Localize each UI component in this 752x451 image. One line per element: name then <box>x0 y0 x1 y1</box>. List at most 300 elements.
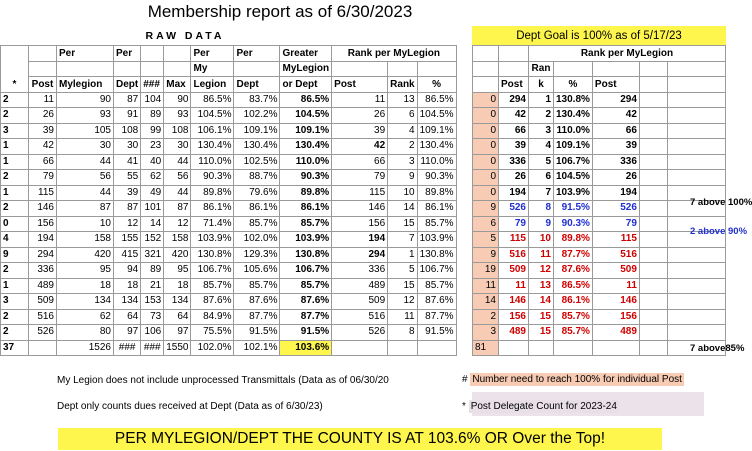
table-cell: 102.2% <box>234 108 280 124</box>
pct-cell: 103.9% <box>554 185 593 201</box>
table-cell: 130.8% <box>417 247 456 263</box>
needed-cell: 0 <box>473 154 499 170</box>
pct-cell: 87.6% <box>554 263 593 279</box>
header-cell: My <box>191 61 234 77</box>
needed-cell: 0 <box>473 170 499 186</box>
table-cell: 420 <box>57 247 114 263</box>
table-cell: 110.0% <box>417 154 456 170</box>
table-cell: 110.0% <box>280 154 332 170</box>
table-cell: 56 <box>57 170 114 186</box>
table-cell: 105.6% <box>234 263 280 279</box>
table-cell: 7 <box>388 232 417 248</box>
blank-cell <box>639 309 667 325</box>
pct-cell: 85.7% <box>554 325 593 341</box>
table-cell: 86.5% <box>417 92 456 108</box>
blank-cell <box>499 340 529 356</box>
post2-header: Post <box>592 77 639 93</box>
table-cell: 152 <box>141 232 164 248</box>
table-row <box>473 309 726 325</box>
table-row <box>473 263 726 279</box>
table-cell: 89.8% <box>417 185 456 201</box>
pct-cell: 130.8% <box>554 92 593 108</box>
table-row <box>1 108 505 124</box>
blank-cell <box>639 340 667 356</box>
table-cell: 87 <box>164 201 191 217</box>
dept-goal-banner: Dept Goal is 100% as of 5/17/23 <box>472 26 726 46</box>
total-cell: 1550 <box>164 340 191 356</box>
rank-cell: 12 <box>529 263 554 279</box>
table-cell: 526 <box>29 325 57 341</box>
table-cell: 130.4% <box>191 139 234 155</box>
table-cell: 26 <box>29 108 57 124</box>
table-cell: 85.7% <box>417 278 456 294</box>
table-cell: 103.9% <box>417 232 456 248</box>
post-cell: 516 <box>499 247 529 263</box>
table-row <box>1 216 505 232</box>
header-row <box>473 77 726 93</box>
header-cell: Post <box>29 77 57 93</box>
table-row <box>473 232 726 248</box>
header-cell <box>29 46 57 62</box>
table-cell: 6 <box>388 108 417 124</box>
header-cell <box>141 46 164 62</box>
table-cell: 336 <box>29 263 57 279</box>
table-cell: 1 <box>1 154 29 170</box>
table-cell: 86.5% <box>280 92 332 108</box>
blank-cell <box>639 170 667 186</box>
table-cell: 86.1% <box>234 201 280 217</box>
table-cell: 71.4% <box>191 216 234 232</box>
table-cell: 2 <box>388 139 417 155</box>
total-cell: 102.0% <box>191 340 234 356</box>
star-mark: * <box>462 401 466 412</box>
pct-cell: 86.5% <box>554 278 593 294</box>
blank-cell <box>667 108 725 124</box>
header-cell: Per <box>234 46 280 62</box>
table-row <box>1 154 505 170</box>
table-cell: 15 <box>388 278 417 294</box>
total-cell <box>388 340 417 356</box>
post2-cell: 156 <box>592 309 639 325</box>
header-cell: Post <box>332 77 388 93</box>
blank-cell <box>639 278 667 294</box>
rank-cell: 15 <box>529 325 554 341</box>
rank-cell: 5 <box>529 154 554 170</box>
table-row <box>1 201 505 217</box>
needed-cell: 0 <box>473 123 499 139</box>
table-cell: 129.3% <box>234 247 280 263</box>
header-cell <box>667 77 725 93</box>
table-cell: 2 <box>1 325 29 341</box>
header-cell: Max <box>164 77 191 93</box>
pct-cell: 109.1% <box>554 139 593 155</box>
blank-cell <box>667 294 725 310</box>
table-cell: 12 <box>114 216 141 232</box>
table-cell: 15 <box>388 216 417 232</box>
table-cell: 94 <box>114 263 141 279</box>
table-cell: 1 <box>1 139 29 155</box>
table-cell: 102.5% <box>234 154 280 170</box>
total-row <box>1 340 505 356</box>
county-status-banner: PER MYLEGION/DEPT THE COUNTY IS AT 103.6% OR Over the Top! <box>58 428 662 450</box>
total-cell: 103.6% <box>280 340 332 356</box>
table-cell: 516 <box>332 309 388 325</box>
header-cell <box>417 61 456 77</box>
table-cell: 89.8% <box>280 185 332 201</box>
table-cell: 44 <box>164 185 191 201</box>
blank-cell <box>667 278 725 294</box>
table-row <box>473 325 726 341</box>
table-cell: 106.1% <box>191 123 234 139</box>
table-cell: 64 <box>114 309 141 325</box>
table-cell: 79 <box>29 170 57 186</box>
rank-cell: 11 <box>529 247 554 263</box>
table-cell: 516 <box>29 309 57 325</box>
table-cell: 91.5% <box>280 325 332 341</box>
post-cell: 156 <box>499 309 529 325</box>
table-cell: 158 <box>164 232 191 248</box>
table-cell: 0 <box>1 216 29 232</box>
table-cell: 86.1% <box>280 201 332 217</box>
blank-cell <box>639 139 667 155</box>
blank-cell <box>667 154 725 170</box>
table-cell: 26 <box>332 108 388 124</box>
table-cell: 95 <box>164 263 191 279</box>
post-cell: 26 <box>499 170 529 186</box>
blank-cell <box>667 92 725 108</box>
blank-cell <box>667 247 725 263</box>
rank-cell: 13 <box>529 278 554 294</box>
header-cell <box>332 61 388 77</box>
table-cell: 90.3% <box>191 170 234 186</box>
post2-cell: 526 <box>592 201 639 217</box>
table-cell: 489 <box>332 278 388 294</box>
table-cell: 91.5% <box>234 325 280 341</box>
header-cell <box>29 61 57 77</box>
table-cell: 84.9% <box>191 309 234 325</box>
raw-data-label: RAW DATA <box>145 30 225 42</box>
needed-cell: 0 <box>473 108 499 124</box>
header-cell: Dept <box>234 77 280 93</box>
delegate-count-note <box>462 400 619 414</box>
table-cell: 10 <box>57 216 114 232</box>
header-cell: Rank <box>388 77 417 93</box>
blank-cell <box>639 92 667 108</box>
table-cell: 509 <box>332 294 388 310</box>
table-row <box>473 247 726 263</box>
table-cell: 44 <box>57 185 114 201</box>
table-cell: 115 <box>29 185 57 201</box>
table-row <box>1 170 505 186</box>
table-cell: 87 <box>114 201 141 217</box>
table-cell: 86.1% <box>417 201 456 217</box>
post2-cell: 489 <box>592 325 639 341</box>
raw-data-table <box>0 45 505 356</box>
table-cell: 10 <box>388 185 417 201</box>
needed-cell: 0 <box>473 185 499 201</box>
table-cell: 103.9% <box>280 232 332 248</box>
table-cell: 14 <box>388 201 417 217</box>
rank-header-top: Ran <box>529 61 554 77</box>
header-cell: Per <box>191 46 234 62</box>
table-cell: 2 <box>1 170 29 186</box>
rank-cell: 9 <box>529 216 554 232</box>
table-row <box>1 309 505 325</box>
table-cell: 89 <box>141 108 164 124</box>
post2-cell: 115 <box>592 232 639 248</box>
header-cell <box>499 61 529 77</box>
pct-cell: 110.0% <box>554 123 593 139</box>
table-cell: 321 <box>141 247 164 263</box>
table-cell: 104.5% <box>191 108 234 124</box>
table-cell: 80 <box>57 325 114 341</box>
table-cell: 104.5% <box>280 108 332 124</box>
table-cell: 91.5% <box>417 325 456 341</box>
table-cell: 156 <box>29 216 57 232</box>
table-cell: 194 <box>332 232 388 248</box>
table-cell: 85.7% <box>234 278 280 294</box>
header-cell: Dept <box>114 77 141 93</box>
header-cell <box>473 77 499 93</box>
table-cell: 4 <box>1 232 29 248</box>
blank-cell <box>639 201 667 217</box>
table-cell: 90 <box>57 92 114 108</box>
table-cell: 526 <box>332 325 388 341</box>
table-cell: 95 <box>57 263 114 279</box>
table-cell: 336 <box>332 263 388 279</box>
blank-cell <box>639 216 667 232</box>
rank-cell: 4 <box>529 139 554 155</box>
pct-cell: 104.5% <box>554 170 593 186</box>
table-row <box>1 263 505 279</box>
table-cell: 8 <box>388 325 417 341</box>
header-cell: Per <box>114 46 141 62</box>
table-cell: 87.7% <box>234 309 280 325</box>
table-cell: 155 <box>114 232 141 248</box>
table-cell: 90.3% <box>417 170 456 186</box>
table-row <box>1 123 505 139</box>
table-cell: 41 <box>114 154 141 170</box>
header-cell <box>639 61 667 77</box>
above-100-note: 7 above 100% <box>690 197 752 208</box>
table-cell: 9 <box>388 170 417 186</box>
total-row <box>473 340 726 356</box>
table-cell: 108 <box>164 123 191 139</box>
header-cell <box>57 61 114 77</box>
needed-cell: 11 <box>473 278 499 294</box>
pct-cell: 91.5% <box>554 201 593 217</box>
table-row <box>1 325 505 341</box>
rank-header: Rank per MyLegion <box>332 46 456 62</box>
table-cell: 87 <box>57 201 114 217</box>
table-cell: 104.5% <box>417 108 456 124</box>
needed-cell: 3 <box>473 325 499 341</box>
header-cell: or Dept <box>280 77 332 93</box>
table-cell: 5 <box>388 263 417 279</box>
post2-cell: 146 <box>592 294 639 310</box>
report-title: Membership report as of 6/30/2023 <box>147 2 413 21</box>
table-cell: 2 <box>1 201 29 217</box>
pct-cell: 87.7% <box>554 247 593 263</box>
table-row <box>473 216 726 232</box>
needed-cell: 9 <box>473 247 499 263</box>
table-cell: 2 <box>1 92 29 108</box>
table-cell: 18 <box>164 278 191 294</box>
header-cell <box>499 46 529 62</box>
table-cell: 3 <box>1 123 29 139</box>
table-cell: 39 <box>332 123 388 139</box>
post-cell: 526 <box>499 201 529 217</box>
table-cell: 39 <box>29 123 57 139</box>
blank-cell <box>639 232 667 248</box>
table-cell: 146 <box>332 201 388 217</box>
post-cell: 509 <box>499 263 529 279</box>
dept-note: Dept only counts dues received at Dept (Data as of 6/30/23) <box>57 401 323 412</box>
table-cell: 79 <box>332 170 388 186</box>
table-row <box>473 278 726 294</box>
table-cell: 109.1% <box>417 123 456 139</box>
total-cell <box>332 340 388 356</box>
rank-cell: 1 <box>529 92 554 108</box>
table-cell: 85.7% <box>417 216 456 232</box>
table-cell: 489 <box>29 278 57 294</box>
header-cell <box>667 61 725 77</box>
header-cell: Per <box>57 46 114 62</box>
table-cell: 109.1% <box>234 123 280 139</box>
needed-cell: 0 <box>473 92 499 108</box>
post2-cell: 509 <box>592 263 639 279</box>
table-cell: 44 <box>57 154 114 170</box>
table-cell: 87.7% <box>280 309 332 325</box>
table-cell: 134 <box>114 294 141 310</box>
rank-cell: 10 <box>529 232 554 248</box>
table-cell: 39 <box>114 185 141 201</box>
needed-total: 81 <box>473 340 499 356</box>
table-cell: 130.4% <box>280 139 332 155</box>
blank-cell <box>639 294 667 310</box>
table-cell: 2 <box>1 108 29 124</box>
header-cell <box>592 61 639 77</box>
table-cell: 93 <box>164 108 191 124</box>
post-header: Post <box>499 77 529 93</box>
header-cell: % <box>417 77 456 93</box>
table-cell: 130.4% <box>417 139 456 155</box>
hash-mark: # <box>462 374 468 385</box>
table-cell: 90 <box>164 92 191 108</box>
header-row <box>473 46 726 62</box>
table-cell: 105 <box>57 123 114 139</box>
needed-cell: 9 <box>473 201 499 217</box>
table-cell: 87.6% <box>280 294 332 310</box>
table-cell: 56 <box>164 170 191 186</box>
table-cell: 509 <box>29 294 57 310</box>
blank-cell <box>667 263 725 279</box>
table-cell: 194 <box>29 232 57 248</box>
post2-cell: 66 <box>592 123 639 139</box>
blank-cell <box>639 325 667 341</box>
table-cell: 21 <box>141 278 164 294</box>
table-cell: 12 <box>388 294 417 310</box>
table-row <box>1 92 505 108</box>
post2-cell: 42 <box>592 108 639 124</box>
total-cell: ### <box>114 340 141 356</box>
header-cell <box>114 61 141 77</box>
table-row <box>473 92 726 108</box>
table-cell: 88.7% <box>234 170 280 186</box>
rank-cell: 15 <box>529 309 554 325</box>
post-cell: 336 <box>499 154 529 170</box>
rank-cell: 3 <box>529 123 554 139</box>
total-cell: 1526 <box>57 340 114 356</box>
above-85-note: 7 above85% <box>690 343 745 354</box>
table-cell: 87.6% <box>191 294 234 310</box>
table-cell: 30 <box>114 139 141 155</box>
header-cell <box>141 61 164 77</box>
table-row <box>1 139 505 155</box>
blank-cell <box>667 309 725 325</box>
table-row <box>1 247 505 263</box>
table-cell: 2 <box>1 263 29 279</box>
table-row <box>473 170 726 186</box>
table-cell: 66 <box>332 154 388 170</box>
table-cell: 2 <box>1 309 29 325</box>
table-cell: 85.7% <box>280 278 332 294</box>
table-cell: 86.5% <box>191 92 234 108</box>
header-row <box>1 77 505 93</box>
table-row <box>473 185 726 201</box>
table-cell: 89.8% <box>191 185 234 201</box>
table-cell: 153 <box>141 294 164 310</box>
table-cell: 102.0% <box>234 232 280 248</box>
needed-cell: 6 <box>473 216 499 232</box>
needed-cell: 14 <box>473 294 499 310</box>
post-cell: 66 <box>499 123 529 139</box>
table-cell: 97 <box>114 325 141 341</box>
table-cell: 42 <box>29 139 57 155</box>
table-cell: 85.7% <box>234 216 280 232</box>
table-cell: 90.3% <box>280 170 332 186</box>
header-cell <box>234 61 280 77</box>
rank-cell: 8 <box>529 201 554 217</box>
table-cell: 13 <box>388 92 417 108</box>
post2-cell: 294 <box>592 92 639 108</box>
table-cell: 23 <box>141 139 164 155</box>
table-cell: 49 <box>141 185 164 201</box>
post2-cell: 39 <box>592 139 639 155</box>
table-cell: 66 <box>29 154 57 170</box>
blank-cell <box>529 340 554 356</box>
total-cell: 102.1% <box>234 340 280 356</box>
table-cell: 108 <box>114 123 141 139</box>
total-cell: ### <box>141 340 164 356</box>
table-cell: 18 <box>57 278 114 294</box>
table-cell: 130.8% <box>280 247 332 263</box>
needed-cell: 2 <box>473 309 499 325</box>
total-cell <box>29 340 57 356</box>
table-cell: 42 <box>332 139 388 155</box>
table-cell: 130.8% <box>191 247 234 263</box>
table-cell: 93 <box>57 108 114 124</box>
table-cell: 86.1% <box>191 201 234 217</box>
blank-cell <box>667 325 725 341</box>
rank-table <box>472 45 726 356</box>
post-cell: 194 <box>499 185 529 201</box>
number-needed-text: Number need to reach 100% for individual Post <box>472 374 682 385</box>
table-cell: 87.7% <box>417 309 456 325</box>
blank-cell <box>639 123 667 139</box>
table-cell: 106.7% <box>417 263 456 279</box>
table-cell: 109.1% <box>280 123 332 139</box>
